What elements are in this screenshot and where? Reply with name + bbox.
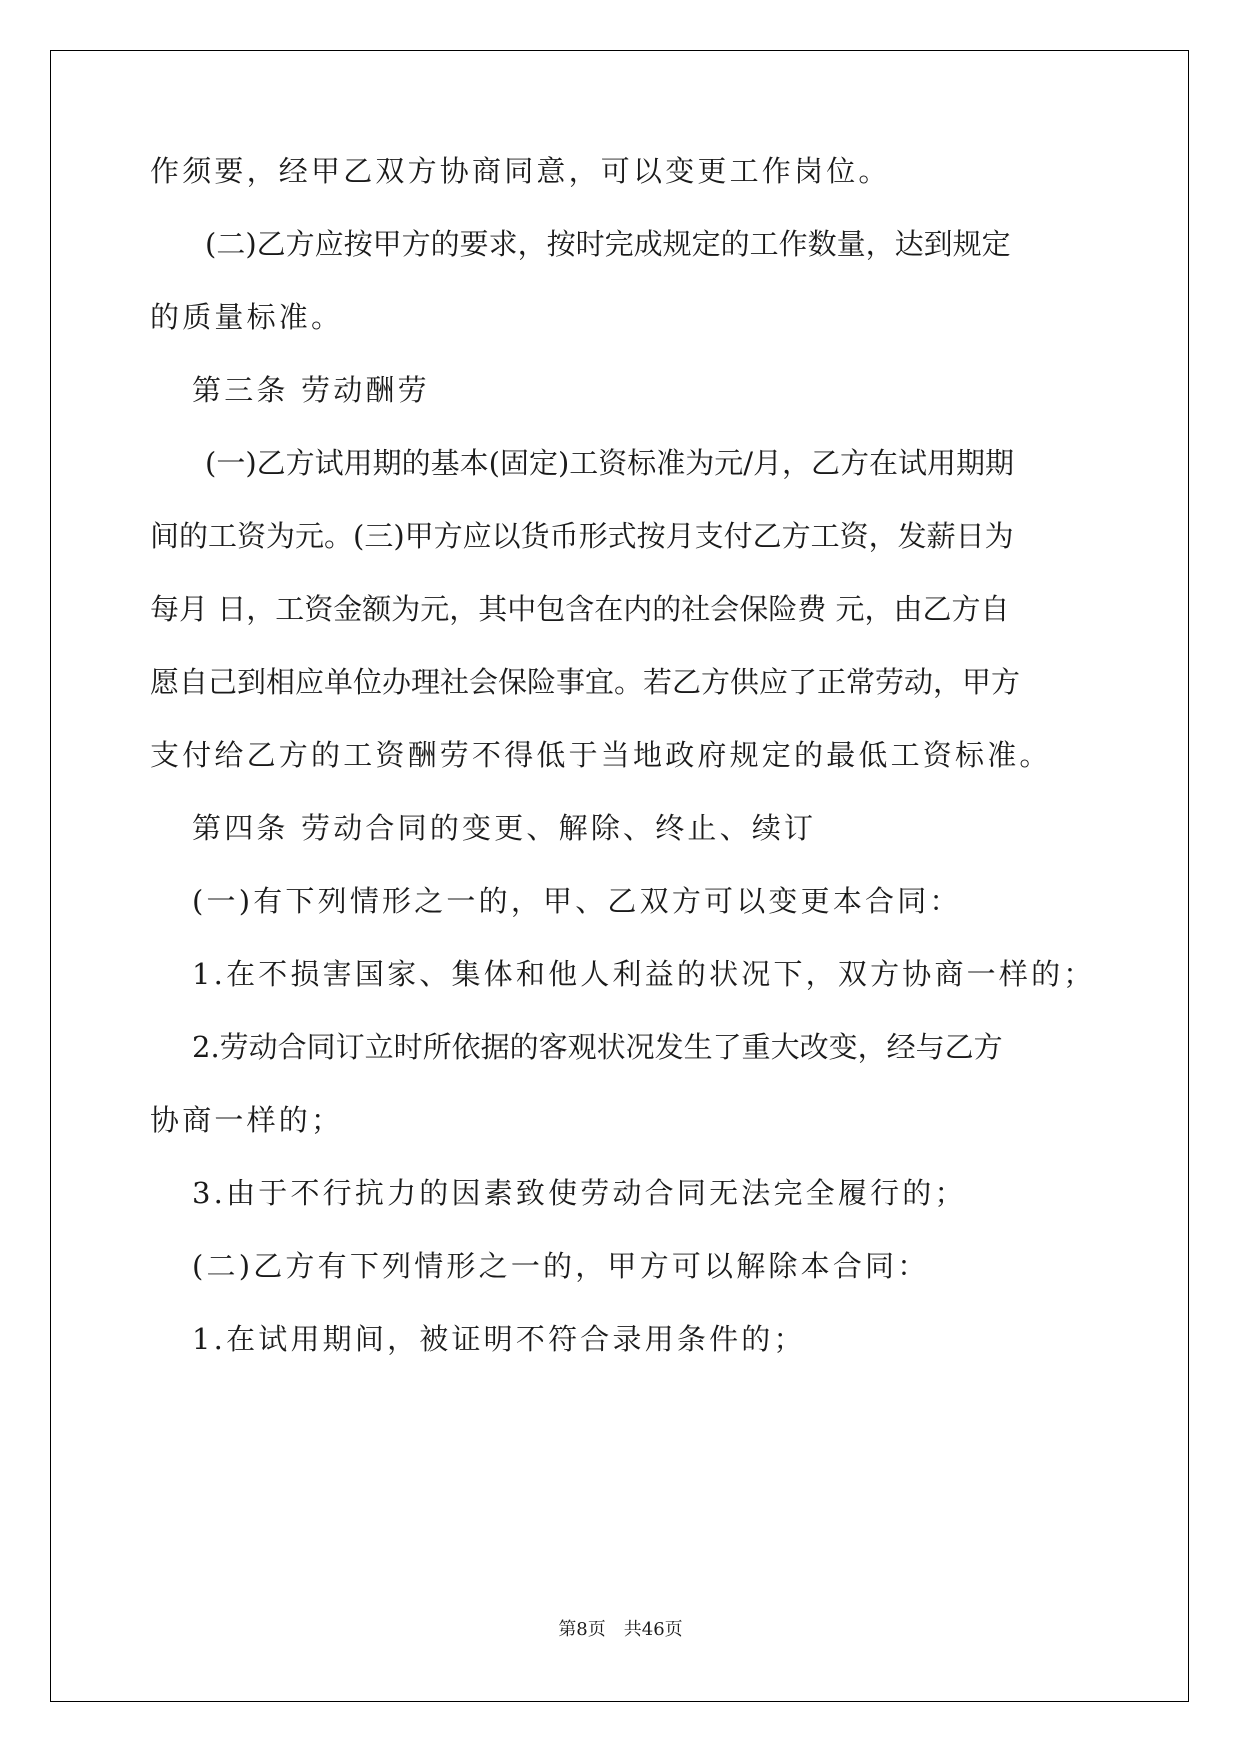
section-heading: 第四条 劳动合同的变更、解除、终止、续订	[192, 811, 817, 845]
body-text-line: 愿自己到相应单位办理社会保险事宜。若乙方供应了正常劳动，甲方	[150, 665, 1021, 699]
body-text-line: (二)乙方有下列情形之一的，甲方可以解除本合同：	[192, 1249, 930, 1283]
body-text-line: 的质量标准。	[150, 300, 344, 334]
body-text-line: (一)有下列情形之一的，甲、乙双方可以变更本合同：	[192, 884, 962, 918]
body-text-line: 间的工资为元。(三)甲方应以货币形式按月支付乙方工资，发薪日为	[150, 519, 1014, 553]
body-text-line: 3.由于不行抗力的因素致使劳动合同无法完全履行的；	[192, 1176, 967, 1210]
body-text-line: 2.劳动合同订立时所依据的客观状况发生了重大改变，经与乙方	[192, 1030, 1003, 1064]
body-text-line: 1.在不损害国家、集体和他人利益的状况下，双方协商一样的；	[192, 957, 1096, 991]
body-text-line: (一)乙方试用期的基本(固定)工资标准为元/月，乙方在试用期期	[205, 446, 1015, 480]
body-text-line: (二)乙方应按甲方的要求，按时完成规定的工作数量，达到规定	[205, 227, 1011, 261]
body-text-line: 1.在试用期间，被证明不符合录用条件的；	[192, 1322, 806, 1356]
section-heading: 第三条 劳动酬劳	[192, 373, 430, 407]
body-text-line: 协商一样的；	[150, 1103, 344, 1137]
body-text-line: 支付给乙方的工资酬劳不得低于当地政府规定的最低工资标准。	[150, 738, 1052, 772]
page-number-footer: 第8页 共46页	[558, 1619, 683, 1640]
body-text-line: 每月 日，工资金额为元，其中包含在内的社会保险费 元，由乙方自	[150, 592, 1010, 626]
body-text-line: 作须要，经甲乙双方协商同意，可以变更工作岗位。	[150, 154, 891, 188]
